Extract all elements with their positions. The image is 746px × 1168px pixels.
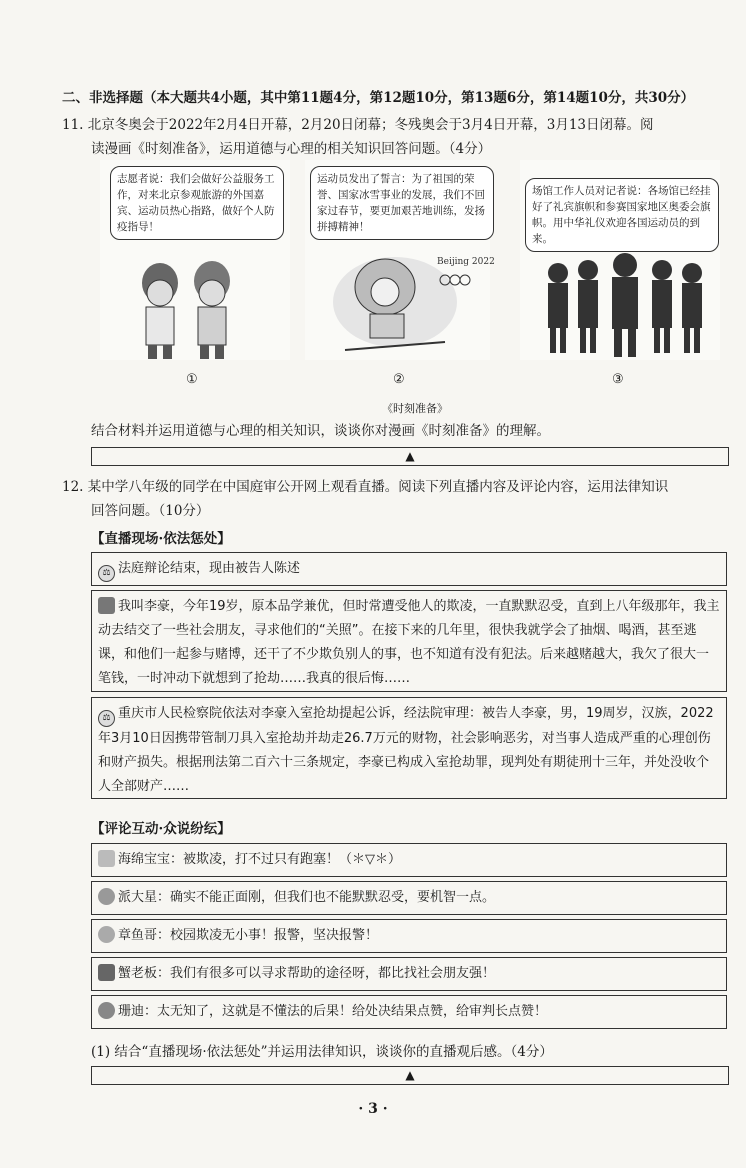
comment-item (91, 995, 727, 1029)
panel3-speech-bubble: 场馆工作人员对记者说：各场馆已经挂好了礼宾旗帜和参赛国家地区奥委会旗帜。用中华礼仪欢迎各国运动员的到来。 (525, 178, 719, 252)
panel-number-2: ② (393, 372, 405, 387)
comment-item (91, 919, 727, 953)
volunteers-illustration (130, 255, 250, 360)
court-emblem-icon: ⚖ (98, 565, 115, 582)
comment-text: 章鱼哥：校园欺凌无小事！报警，坚决报警！ (118, 928, 379, 943)
panel1-speech-bubble: 志愿者说：我们会做好公益服务工作，对来北京参观旅游的外国嘉宾、运动员热心指路，做好个人防疫指导！ (110, 166, 284, 240)
athlete-mascot-illustration (325, 242, 495, 360)
comment-text: 派大星：确实不能正面刚，但我们也不能默默忍受，要机智一点。 (118, 890, 496, 905)
live-box-verdict-text: 重庆市人民检察院依法对李豪入室抢劫提起公诉，经法院审理：被告人李豪，男，19周岁，汉族，2022年3月10日因携带管制刀具入室抢劫并劫走26.7万元的财物，社会影响恶劣，对当事人造成严重的心理创伤和财产损失。根据刑法第二百六十三条规定，李豪已构成入室抢劫罪，现判处有期徒刑十三年，并处没收个人全部财产…… (98, 706, 714, 794)
q11-answer-area[interactable] (91, 447, 729, 466)
cartoon-panel-2 (305, 160, 495, 360)
q12-line1: 12. 某中学八年级的同学在中国庭审公开网上观看直播。阅读下列直播内容及评论内容，运用法律知识 (62, 479, 669, 495)
comment-text: 珊迪：太无知了，这就是不懂法的后果！给处决结果点赞，给审判长点赞！ (118, 1004, 548, 1019)
venue-staff-illustration (540, 255, 710, 360)
procuratorate-emblem-icon: ⚖ (98, 710, 115, 727)
panel2-speech-bubble: 运动员发出了誓言：为了祖国的荣誉、国家冰雪事业的发展，我们不回家过春节，要更加艰苦地训练，发扬拼搏精神！ (310, 166, 494, 240)
comment-text: 海绵宝宝：被欺凌，打不过只有跑塞！（＊▽＊） (118, 852, 401, 867)
page-number: · 3 · (358, 1101, 388, 1117)
q12-sub1: (1) 结合“直播现场·依法惩处”并运用法律知识，谈谈你的直播观后感。（4分） (91, 1044, 553, 1060)
q11-line2: 读漫画《时刻准备》，运用道德与心理的相关知识回答问题。（4分） (91, 141, 492, 157)
answer-marker-icon: ▲ (405, 449, 415, 463)
q12-line2: 回答问题。（10分） (91, 503, 210, 519)
comment-section-title: 【评论互动·众说纷纭】 (91, 821, 231, 837)
section-header: 二、非选择题（本大题共4小题，其中第11题4分，第12题10分，第13题6分，第14题10分，共30分） (62, 90, 695, 106)
squidward-avatar-icon (98, 926, 115, 943)
mr-krabs-avatar-icon (98, 964, 115, 981)
cartoon-panel-3 (520, 160, 720, 360)
live-box-defendant-text: 我叫李豪，今年19岁，原本品学兼优，但时常遭受他人的欺凌，一直默默忍受，直到上八年级那年，我主动去结交了一些社会朋友，寻求他们的“关照”。在接下来的几年里，很快我就学会了抽烟、喝酒，甚至逃课，和他们一起参与赌博，还干了不少欺负别人的事，也不知道有没有犯法。后来越赌越大，我欠了很大一笔钱，一时冲动下就想到了抢劫……我真的很后悔…… (98, 599, 720, 686)
comment-item (91, 881, 727, 915)
defendant-avatar-icon (98, 597, 115, 614)
q11-prompt: 结合材料并运用道德与心理的相关知识，谈谈你对漫画《时刻准备》的理解。 (91, 423, 550, 439)
q11-line1: 11. 北京冬奥会于2022年2月4日开幕，2月20日闭幕；冬残奥会于3月4日开幕，3月13日闭幕。阅 (62, 117, 654, 133)
live-box-defendant (91, 590, 727, 692)
live-box-court (91, 552, 727, 586)
svg-text:Beijing 2022: Beijing 2022 (437, 257, 495, 267)
answer-marker-icon: ▲ (405, 1068, 415, 1082)
cartoon-panel-1 (100, 160, 290, 360)
live-box-court-text: 法庭辩论结束，现由被告人陈述 (118, 561, 301, 576)
comment-item (91, 957, 727, 991)
sandy-avatar-icon (98, 1002, 115, 1019)
live-section-title: 【直播现场·依法惩处】 (91, 531, 231, 547)
comment-text: 蟹老板：我们有很多可以寻求帮助的途径呀，都比找社会朋友强！ (118, 966, 496, 981)
spongebob-avatar-icon (98, 850, 115, 867)
cartoon-caption: 《时刻准备》 (382, 402, 448, 415)
q12-answer-area[interactable] (91, 1066, 729, 1085)
panel-number-1: ① (186, 372, 198, 387)
comment-item (91, 843, 727, 877)
panel-number-3: ③ (612, 372, 624, 387)
live-box-verdict (91, 697, 727, 799)
patrick-avatar-icon (98, 888, 115, 905)
